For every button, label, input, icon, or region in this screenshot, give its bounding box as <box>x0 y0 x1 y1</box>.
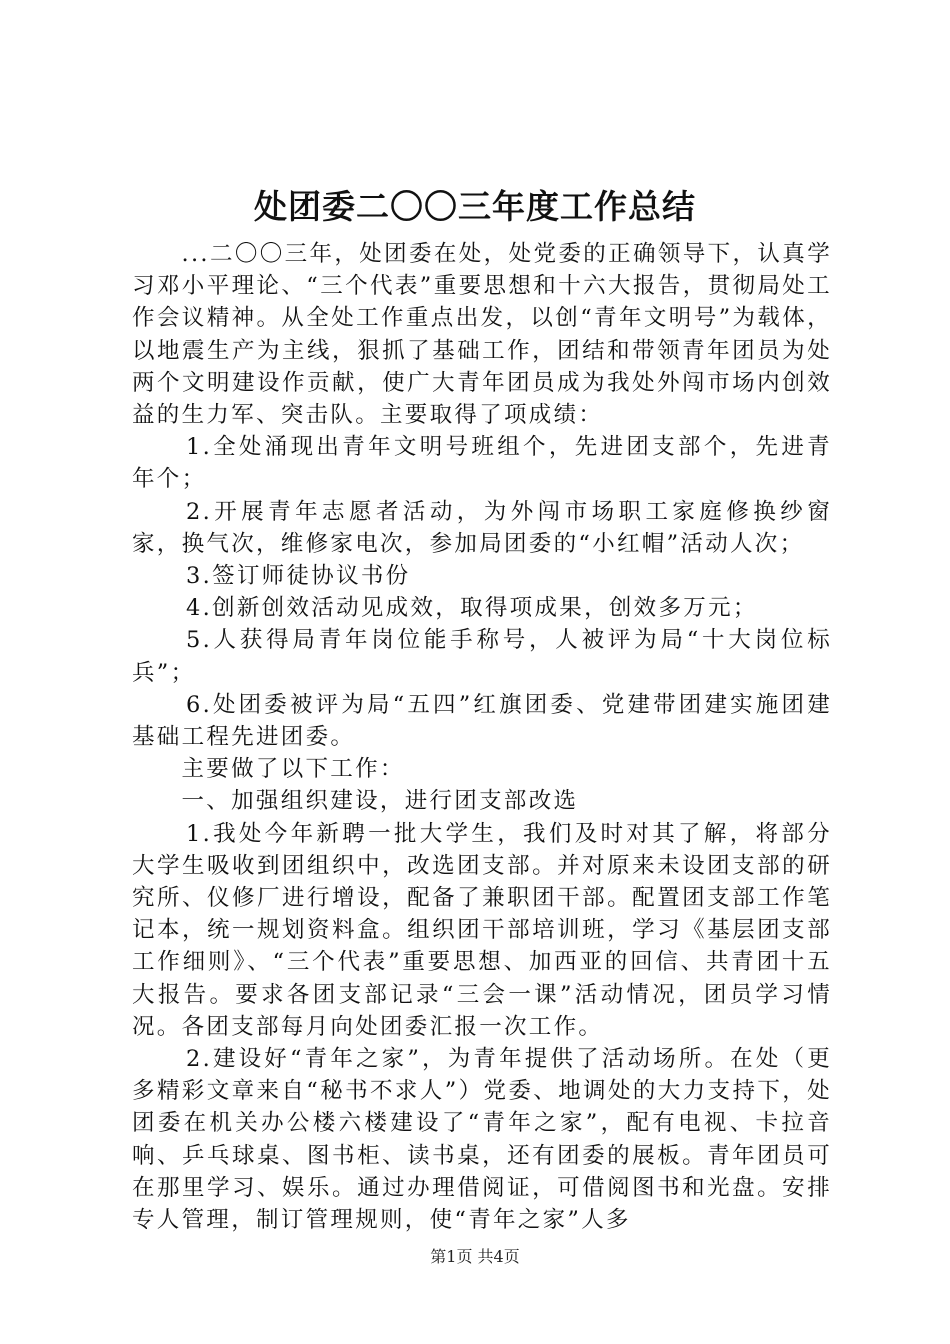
page-footer: 第1页 共4页 <box>430 1247 520 1266</box>
paragraph-intro: ...二〇〇三年，处团委在处，处党委的正确领导下，认真学习邓小平理论、“三个代表”重要思想和十六大报告，贯彻局处工作会议精神。从全处工作重点出发，以创“青年文明号”为载体，以地震生产为主线，狠抓了基础工作，团结和带领青年团员为处两个文明建设作贡献，使广大青年团员成为我处外闯市场内创效益的生力军、突击队。主要取得了项成绩： <box>132 241 832 429</box>
paragraph-work-2: 2.建设好“青年之家”，为青年提供了活动场所。在处（更多精彩文章来自“秘书不求人”）党委、地调处的大力支持下，处团委在机关办公楼六楼建设了“青年之家”，配有电视、卡拉音响、乒乓球桌、图书柜、读书桌，还有团委的展板。青年团员可在那里学习、娱乐。通过办理借阅证，可借阅图书和光盘。安排专人管理，制订管理规则，使“青年之家”人多 <box>132 1046 832 1234</box>
document-body <box>132 238 832 1236</box>
paragraph-achievement-4: 4.创新创效活动见成效，取得项成果，创效多万元； <box>186 595 758 622</box>
paragraph-achievement-6: 6.处团委被评为局“五四”红旗团委、党建带团建实施团建基础工程先进团委。 <box>132 691 832 751</box>
paragraph-achievement-3: 3.签订师徒协议书份 <box>186 563 411 590</box>
paragraph-achievement-5: 5.人获得局青年岗位能手称号，人被评为局“十大岗位标兵”； <box>132 627 832 686</box>
section-heading-1: 一、加强组织建设，进行团支部改选 <box>181 788 579 815</box>
paragraph-achievement-1: 1.全处涌现出青年文明号班组个，先进团支部个，先进青年个； <box>132 434 832 493</box>
paragraph-achievement-2: 2.开展青年志愿者活动，为外闯市场职工家庭修换纱窗家，换气次，维修家电次，参加局团委的“小红帽”活动人次； <box>132 498 832 557</box>
paragraph-work-1: 1.我处今年新聘一批大学生，我们及时对其了解，将部分大学生吸收到团组织中，改选团支部。并对原来未设团支部的研究所、仪修厂进行增设，配备了兼职团干部。配置团支部工作笔记本，统一规划资料盒。组织团干部培训班，学习《基层团支部工作细则》、“三个代表”重要思想、加西亚的回信、共青团十五大报告。要求各团支部记录“三会一课”活动情况，团员学习情况。各团支部每月向处团委汇报一次工作。 <box>132 820 832 1040</box>
paragraph-work-intro: 主要做了以下工作： <box>181 756 405 783</box>
document-title: 处团委二〇〇三年度工作总结 <box>254 187 696 226</box>
